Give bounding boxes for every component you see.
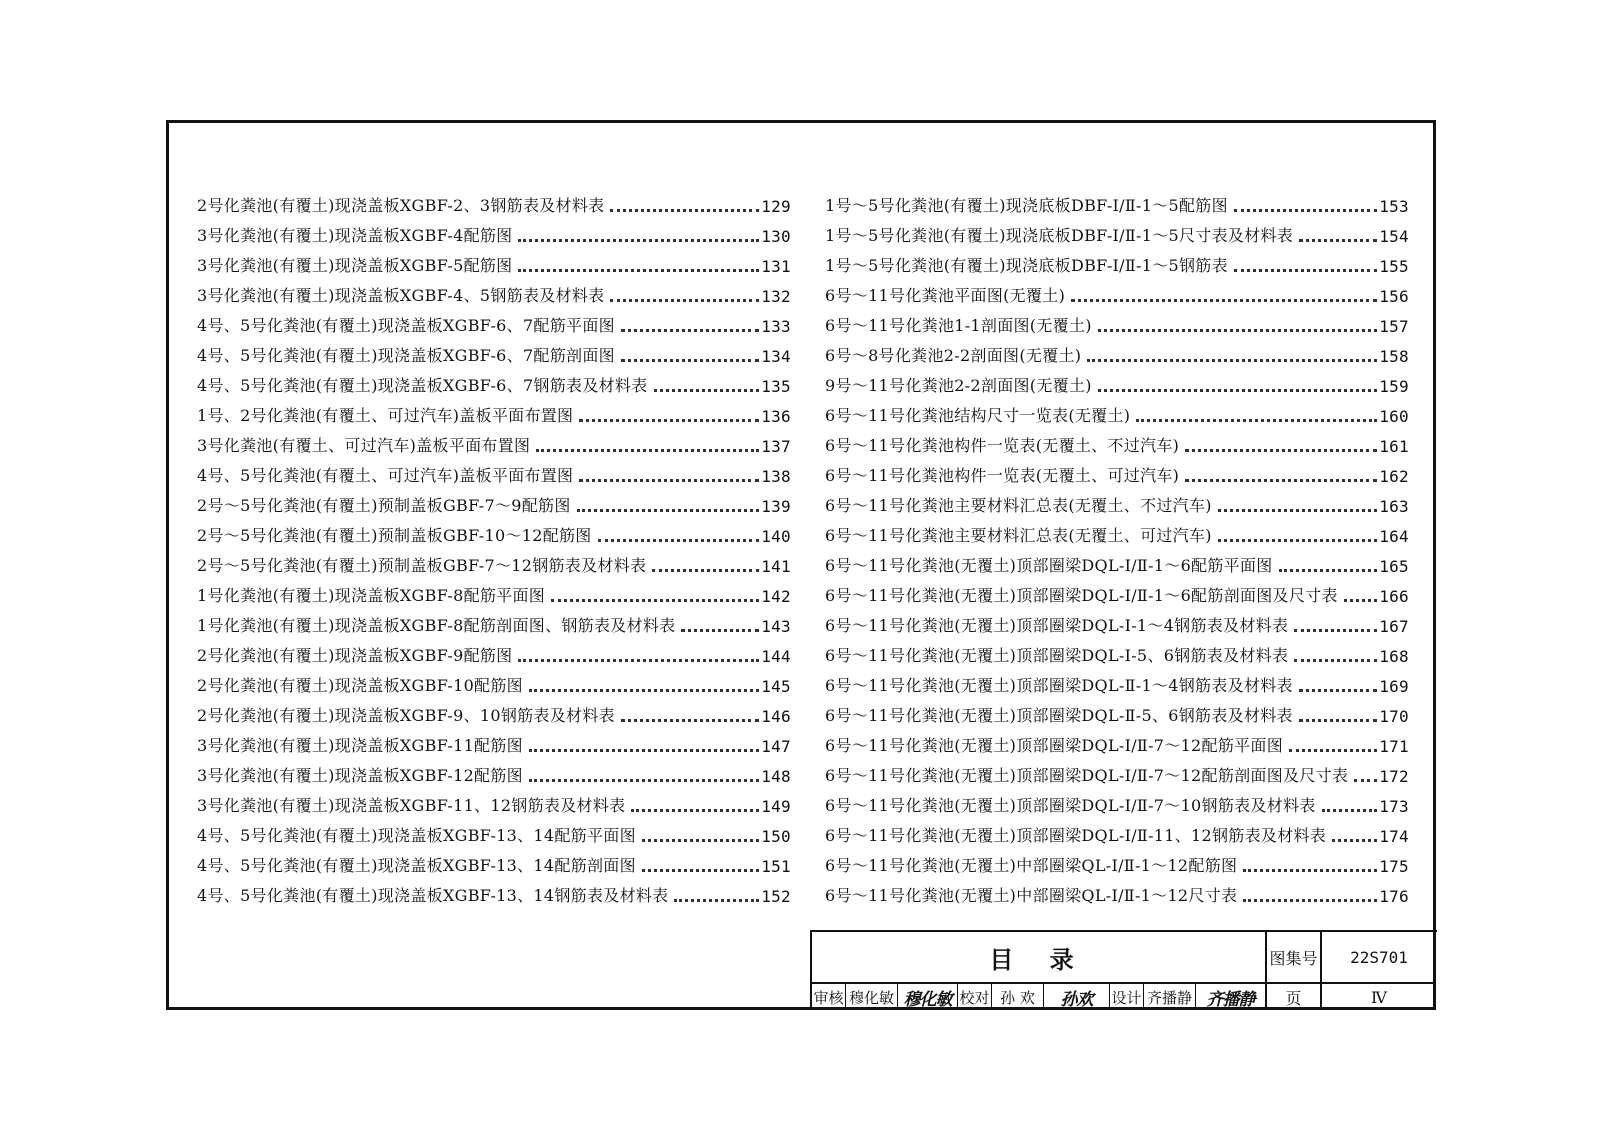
- toc-leader-dots: [621, 358, 759, 362]
- toc-entry: [825, 756, 1409, 786]
- toc-entry-page: 135: [761, 377, 791, 396]
- toc-leader-dots: [621, 328, 759, 332]
- toc-entry-title: 2号化粪池(有覆土)现浇盖板XGBF-10配筋图: [197, 676, 523, 695]
- toc-entry-page: 162: [1379, 467, 1409, 486]
- toc-entry: [825, 576, 1409, 606]
- toc-entry-page: 149: [761, 797, 791, 816]
- toc-leader-dots: [1243, 868, 1377, 872]
- toc-entry-page: 150: [761, 827, 791, 846]
- toc-entry-title: 6号～11号化粪池(无覆土)顶部圈梁DQL-Ⅰ/Ⅱ-11、12钢筋表及材料表: [825, 826, 1327, 845]
- toc-entry-title: 2号化粪池(有覆土)现浇盖板XGBF-9配筋图: [197, 646, 513, 665]
- toc-entry-page: 163: [1379, 497, 1409, 516]
- page-number: Ⅳ: [1371, 987, 1387, 1007]
- toc-entry-title: 6号～11号化粪池(无覆土)顶部圈梁DQL-Ⅰ/Ⅱ-7～10钢筋表及材料表: [825, 796, 1316, 815]
- toc-leader-dots: [529, 688, 759, 692]
- toc-entry-page: 133: [761, 317, 791, 336]
- toc-entry-title: 2号～5号化粪池(有覆土)预制盖板GBF-10～12配筋图: [197, 526, 592, 545]
- toc-leader-dots: [518, 238, 759, 242]
- toc-entry: [825, 366, 1409, 396]
- toc-leader-dots: [1322, 808, 1378, 812]
- toc-entry-page: 174: [1379, 827, 1409, 846]
- toc-entry-page: 141: [761, 557, 791, 576]
- toc-leader-dots: [1294, 658, 1377, 662]
- toc-entry-page: 158: [1379, 347, 1409, 366]
- toc-entry: [825, 246, 1409, 276]
- check-name: 孙 欢: [992, 984, 1044, 1010]
- toc-leader-dots: [621, 718, 759, 722]
- toc-entry-title: 3号化粪池(有覆土)现浇盖板XGBF-11配筋图: [197, 736, 523, 755]
- toc-leader-dots: [1218, 538, 1377, 542]
- toc-entry: [197, 756, 791, 786]
- toc-entry-title: 4号、5号化粪池(有覆土)现浇盖板XGBF-6、7配筋平面图: [197, 316, 615, 335]
- toc-entry-page: 159: [1379, 377, 1409, 396]
- toc-entry-page: 146: [761, 707, 791, 726]
- toc-leader-dots: [529, 748, 759, 752]
- toc-entry: [825, 846, 1409, 876]
- toc-entry: [197, 636, 791, 666]
- toc-entry: [197, 666, 791, 696]
- design-name: 齐播静: [1144, 984, 1196, 1010]
- design-label: 设计: [1110, 984, 1144, 1010]
- toc-entry-page: 167: [1379, 617, 1409, 636]
- toc-entry: [197, 216, 791, 246]
- toc-leader-dots: [642, 868, 759, 872]
- toc-entry-page: 148: [761, 767, 791, 786]
- toc-left-column: [197, 186, 791, 906]
- toc-entry-title: 3号化粪池(有覆土)现浇盖板XGBF-11、12钢筋表及材料表: [197, 796, 626, 815]
- toc-entry: [197, 486, 791, 516]
- toc-entry: [197, 576, 791, 606]
- toc-leader-dots: [1354, 778, 1377, 782]
- toc-entry-title: 4号、5号化粪池(有覆土)现浇盖板XGBF-6、7钢筋表及材料表: [197, 376, 648, 395]
- toc-leader-dots: [518, 658, 759, 662]
- toc-leader-dots: [1087, 358, 1377, 362]
- toc-entry-title: 1号化粪池(有覆土)现浇盖板XGBF-8配筋平面图: [197, 586, 546, 605]
- toc-leader-dots: [536, 448, 759, 452]
- toc-leader-dots: [674, 898, 759, 902]
- check-signature: 孙欢: [1044, 984, 1110, 1010]
- toc-entry: [825, 306, 1409, 336]
- toc-leader-dots: [1071, 298, 1377, 302]
- review-label: 审核: [812, 984, 846, 1010]
- toc-entry-title: 1号～5号化粪池(有覆土)现浇底板DBF-Ⅰ/Ⅱ-1～5尺寸表及材料表: [825, 226, 1294, 245]
- toc-leader-dots: [631, 808, 759, 812]
- toc-entry: [197, 456, 791, 486]
- toc-leader-dots: [1185, 478, 1377, 482]
- toc-entry-title: 3号化粪池(有覆土)现浇盖板XGBF-4、5钢筋表及材料表: [197, 286, 605, 305]
- toc-leader-dots: [579, 418, 759, 422]
- toc-entry: [197, 816, 791, 846]
- toc-entry-page: 173: [1379, 797, 1409, 816]
- toc-entry-title: 1号～5号化粪池(有覆土)现浇底板DBF-Ⅰ/Ⅱ-1～5钢筋表: [825, 256, 1228, 275]
- toc-entry-page: 147: [761, 737, 791, 756]
- toc-entry-page: 168: [1379, 647, 1409, 666]
- toc-entry: [825, 486, 1409, 516]
- toc-entry-page: 175: [1379, 857, 1409, 876]
- toc-entry: [197, 366, 791, 396]
- toc-entry: [825, 456, 1409, 486]
- toc-entry-page: 166: [1379, 587, 1409, 606]
- toc-entry-page: 165: [1379, 557, 1409, 576]
- toc-entry-title: 3号化粪池(有覆土、可过汽车)盖板平面布置图: [197, 436, 531, 455]
- toc-entry: [825, 516, 1409, 546]
- review-signature: 穆化敏: [898, 984, 958, 1010]
- toc-entry-title: 6号～11号化粪池结构尺寸一览表(无覆土): [825, 406, 1131, 425]
- toc-entry: [825, 336, 1409, 366]
- toc-leader-dots: [642, 838, 759, 842]
- toc-entry-title: 6号～11号化粪池(无覆土)顶部圈梁DQL-Ⅰ-1～4钢筋表及材料表: [825, 616, 1289, 635]
- toc-leader-dots: [1185, 448, 1377, 452]
- toc-entry-page: 144: [761, 647, 791, 666]
- toc-entry: [197, 306, 791, 336]
- toc-entry-title: 4号、5号化粪池(有覆土)现浇盖板XGBF-13、14钢筋表及材料表: [197, 886, 669, 905]
- toc-leader-dots: [577, 508, 760, 512]
- toc-entry-page: 132: [761, 287, 791, 306]
- toc-entry-page: 160: [1379, 407, 1409, 426]
- toc-entry: [825, 696, 1409, 726]
- toc-leader-dots: [1234, 208, 1377, 212]
- toc-entry-title: 4号、5号化粪池(有覆土)现浇盖板XGBF-6、7配筋剖面图: [197, 346, 615, 365]
- toc-entry-title: 4号、5号化粪池(有覆土)现浇盖板XGBF-13、14配筋剖面图: [197, 856, 636, 875]
- toc-entry-page: 129: [761, 197, 791, 216]
- toc-entry-page: 143: [761, 617, 791, 636]
- toc-leader-dots: [1299, 238, 1377, 242]
- toc-entry-title: 6号～11号化粪池(无覆土)顶部圈梁DQL-Ⅰ-5、6钢筋表及材料表: [825, 646, 1289, 665]
- toc-entry-page: 130: [761, 227, 791, 246]
- atlas-number: 22S701: [1322, 932, 1436, 984]
- toc-entry-title: 6号～8号化粪池2-2剖面图(无覆土): [825, 346, 1082, 365]
- toc-entry-title: 1号、2号化粪池(有覆土、可过汽车)盖板平面布置图: [197, 406, 574, 425]
- toc-leader-dots: [1344, 598, 1377, 602]
- toc-entry-title: 3号化粪池(有覆土)现浇盖板XGBF-5配筋图: [197, 256, 513, 275]
- toc-entry: [825, 396, 1409, 426]
- toc-leader-dots: [610, 298, 759, 302]
- toc-entry-title: 2号化粪池(有覆土)现浇盖板XGBF-9、10钢筋表及材料表: [197, 706, 615, 725]
- toc-entry-title: 6号～11号化粪池主要材料汇总表(无覆土、可过汽车): [825, 526, 1212, 545]
- toc-leader-dots: [1243, 898, 1377, 902]
- toc-entry-title: 6号～11号化粪池(无覆土)顶部圈梁DQL-Ⅰ/Ⅱ-7～12配筋平面图: [825, 736, 1284, 755]
- toc-entry-title: 3号化粪池(有覆土)现浇盖板XGBF-12配筋图: [197, 766, 523, 785]
- toc-entry-title: 6号～11号化粪池主要材料汇总表(无覆土、不过汽车): [825, 496, 1212, 515]
- toc-entry-page: 161: [1379, 437, 1409, 456]
- toc-entry-page: 136: [761, 407, 791, 426]
- toc-entry: [825, 666, 1409, 696]
- atlas-number-label: 图集号: [1267, 932, 1322, 984]
- toc-entry-title: 4号、5号化粪池(有覆土、可过汽车)盖板平面布置图: [197, 466, 574, 485]
- toc-entry: [825, 276, 1409, 306]
- toc-leader-dots: [518, 268, 759, 272]
- page-label: 页: [1267, 984, 1322, 1010]
- toc-entry: [825, 786, 1409, 816]
- toc-entry-title: 6号～11号化粪池(无覆土)顶部圈梁DQL-Ⅰ/Ⅱ-1～6配筋剖面图及尺寸表: [825, 586, 1338, 605]
- toc-entry: [197, 786, 791, 816]
- toc-entry-page: 154: [1379, 227, 1409, 246]
- toc-entry-title: 6号～11号化粪池(无覆土)顶部圈梁DQL-Ⅱ-1～4钢筋表及材料表: [825, 676, 1293, 695]
- toc-entry-title: 3号化粪池(有覆土)现浇盖板XGBF-4配筋图: [197, 226, 513, 245]
- toc-entry-title: 6号～11号化粪池构件一览表(无覆土、可过汽车): [825, 466, 1180, 485]
- toc-entry-title: 6号～11号化粪池(无覆土)顶部圈梁DQL-Ⅰ/Ⅱ-7～12配筋剖面图及尺寸表: [825, 766, 1349, 785]
- toc-leader-dots: [1279, 568, 1378, 572]
- toc-right-column: [825, 186, 1409, 906]
- toc-entry-title: 1号～5号化粪池(有覆土)现浇底板DBF-Ⅰ/Ⅱ-1～5配筋图: [825, 196, 1228, 215]
- toc-entry-page: 139: [761, 497, 791, 516]
- toc-entry-page: 137: [761, 437, 791, 456]
- toc-entry: [825, 216, 1409, 246]
- toc-entry-page: 156: [1379, 287, 1409, 306]
- toc-entry: [197, 696, 791, 726]
- toc-leader-dots: [610, 208, 759, 212]
- toc-entry: [197, 426, 791, 456]
- toc-entry-page: 153: [1379, 197, 1409, 216]
- toc-entry: [197, 876, 791, 906]
- toc-leader-dots: [529, 778, 759, 782]
- toc-entry-page: 152: [761, 887, 791, 906]
- toc-entry-title: 6号～11号化粪池(无覆土)中部圈梁QL-Ⅰ/Ⅱ-1～12尺寸表: [825, 886, 1238, 905]
- toc-entry-title: 2号～5号化粪池(有覆土)预制盖板GBF-7～9配筋图: [197, 496, 571, 515]
- toc-entry-title: 6号～11号化粪池(无覆土)顶部圈梁DQL-Ⅱ-5、6钢筋表及材料表: [825, 706, 1293, 725]
- toc-entry-title: 6号～11号化粪池1-1剖面图(无覆土): [825, 316, 1092, 335]
- toc-entry-page: 131: [761, 257, 791, 276]
- toc-leader-dots: [681, 628, 759, 632]
- toc-entry: [825, 816, 1409, 846]
- toc-entry: [197, 336, 791, 366]
- toc-leader-dots: [1218, 508, 1377, 512]
- toc-entry-page: 164: [1379, 527, 1409, 546]
- toc-leader-dots: [1299, 688, 1377, 692]
- toc-entry: [197, 516, 791, 546]
- toc-entry: [825, 726, 1409, 756]
- toc-entry-page: 134: [761, 347, 791, 366]
- title-block: [810, 930, 1437, 1010]
- toc-entry-page: 138: [761, 467, 791, 486]
- toc-entry: [197, 546, 791, 576]
- toc-entry: [197, 186, 791, 216]
- toc-leader-dots: [579, 478, 759, 482]
- toc-entry-page: 142: [761, 587, 791, 606]
- toc-entry-title: 2号～5号化粪池(有覆土)预制盖板GBF-7～12钢筋表及材料表: [197, 556, 647, 575]
- toc-entry: [825, 186, 1409, 216]
- toc-leader-dots: [1098, 388, 1377, 392]
- toc-entry: [197, 276, 791, 306]
- toc-entry-page: 169: [1379, 677, 1409, 696]
- toc-leader-dots: [1234, 268, 1377, 272]
- toc-entry: [825, 876, 1409, 906]
- toc-entry-title: 6号～11号化粪池(无覆土)中部圈梁QL-Ⅰ/Ⅱ-1～12配筋图: [825, 856, 1238, 875]
- toc-entry-title: 9号～11号化粪池2-2剖面图(无覆土): [825, 376, 1092, 395]
- toc-entry-page: 170: [1379, 707, 1409, 726]
- toc-entry: [825, 426, 1409, 456]
- toc-entry-title: 6号～11号化粪池平面图(无覆土): [825, 286, 1066, 305]
- toc-entry-title: 6号～11号化粪池构件一览表(无覆土、不过汽车): [825, 436, 1180, 455]
- toc-entry-page: 151: [761, 857, 791, 876]
- toc-leader-dots: [652, 568, 759, 572]
- toc-entry-page: 155: [1379, 257, 1409, 276]
- toc-entry-title: 2号化粪池(有覆土)现浇盖板XGBF-2、3钢筋表及材料表: [197, 196, 605, 215]
- toc-leader-dots: [1289, 748, 1377, 752]
- toc-leader-dots: [1136, 418, 1377, 422]
- toc-entry-page: 171: [1379, 737, 1409, 756]
- design-signature: 齐播静: [1196, 984, 1267, 1010]
- review-name: 穆化敏: [846, 984, 898, 1010]
- toc-entry-title: 6号～11号化粪池(无覆土)顶部圈梁DQL-Ⅰ/Ⅱ-1～6配筋平面图: [825, 556, 1273, 575]
- toc-entry-title: 1号化粪池(有覆土)现浇盖板XGBF-8配筋剖面图、钢筋表及材料表: [197, 616, 676, 635]
- toc-entry: [197, 396, 791, 426]
- toc-leader-dots: [654, 388, 760, 392]
- toc-entry: [197, 606, 791, 636]
- toc-entry-title: 4号、5号化粪池(有覆土)现浇盖板XGBF-13、14配筋平面图: [197, 826, 636, 845]
- toc-leader-dots: [1299, 718, 1377, 722]
- toc-entry: [197, 246, 791, 276]
- toc-leader-dots: [598, 538, 760, 542]
- toc-leader-dots: [1294, 628, 1377, 632]
- drawing-title: 目 录: [812, 932, 1267, 984]
- toc-entry-page: 176: [1379, 887, 1409, 906]
- toc-entry: [825, 636, 1409, 666]
- toc-leader-dots: [1098, 328, 1377, 332]
- toc-entry-page: 157: [1379, 317, 1409, 336]
- toc-entry: [197, 726, 791, 756]
- toc-entry: [197, 846, 791, 876]
- toc-leader-dots: [1332, 838, 1377, 842]
- toc-entry: [825, 606, 1409, 636]
- toc-entry-page: 140: [761, 527, 791, 546]
- toc-entry: [825, 546, 1409, 576]
- check-label: 校对: [958, 984, 992, 1010]
- toc-entry-page: 172: [1379, 767, 1409, 786]
- toc-leader-dots: [551, 598, 759, 602]
- toc-entry-page: 145: [761, 677, 791, 696]
